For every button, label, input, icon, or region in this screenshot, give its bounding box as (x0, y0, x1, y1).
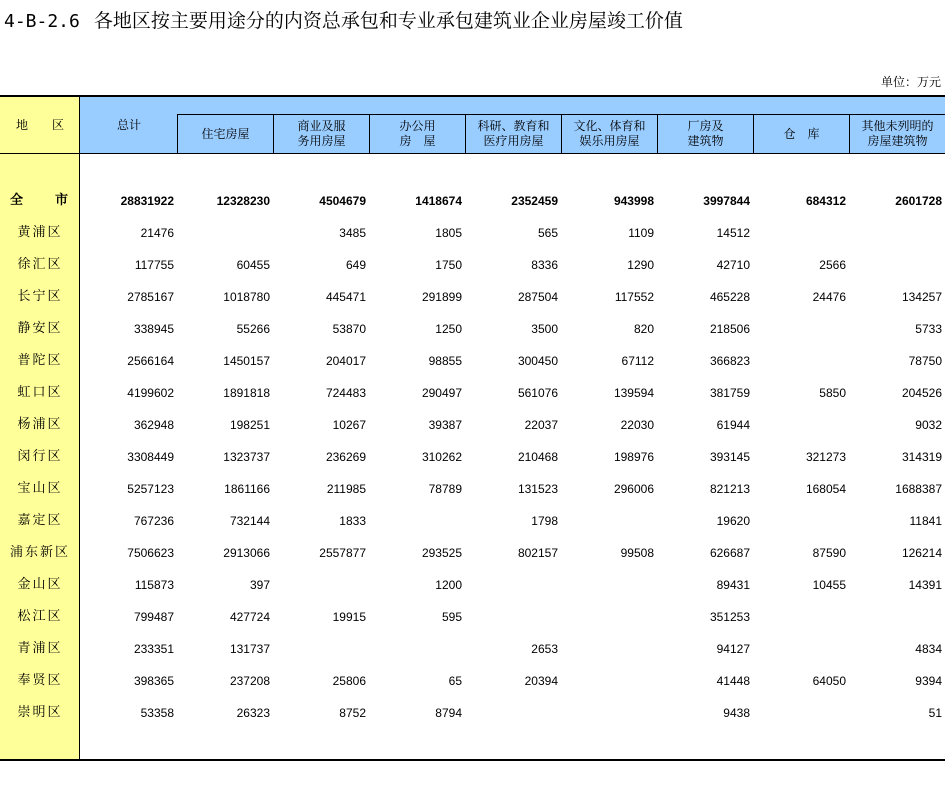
cell-other: 5733 (915, 322, 942, 336)
region-name: 黄浦区 (17, 225, 63, 240)
cell-total: 117755 (134, 258, 174, 272)
cell-office: 8794 (435, 706, 462, 720)
cell-commercial (276, 633, 366, 665)
header-residential: 住宅房屋 (177, 114, 273, 153)
region-name: 嘉定区 (17, 513, 63, 528)
cell-total: 767236 (133, 514, 174, 528)
table-row (0, 313, 945, 345)
cell-research-education-medical (468, 601, 558, 633)
cell-commercial: 236269 (325, 450, 366, 464)
cell-research-education-medical: 3500 (531, 322, 558, 336)
cell-residential: 732144 (229, 514, 270, 528)
table-row (0, 409, 945, 441)
table-row (0, 441, 945, 473)
table-code: 4-B-2.6 (4, 11, 80, 32)
cell-culture-sports-entertainment: 139594 (613, 386, 654, 400)
cell-commercial: 211985 (326, 482, 366, 496)
cell-warehouse (756, 505, 846, 537)
cell-office: 78789 (428, 482, 462, 496)
region-name: 宝山区 (17, 481, 63, 496)
cell-factory: 351253 (709, 610, 750, 624)
region-name: 浦东新区 (9, 545, 70, 560)
cell-culture-sports-entertainment: 1290 (627, 258, 654, 272)
cell-office (372, 505, 462, 537)
cell-other: 9032 (915, 418, 942, 432)
cell-research-education-medical: 210468 (517, 450, 558, 464)
cell-office: 1805 (435, 226, 462, 240)
cell-total: 7506623 (127, 546, 174, 560)
cell-factory: 94127 (716, 642, 750, 656)
cell-factory: 821213 (709, 482, 750, 496)
cell-residential: 427724 (229, 610, 270, 624)
cell-culture-sports-entertainment: 820 (633, 322, 654, 336)
cell-other: 2601728 (895, 194, 942, 208)
cell-factory: 465228 (709, 290, 750, 304)
cell-factory: 626687 (709, 546, 750, 560)
cell-warehouse (756, 313, 846, 345)
cell-residential: 198251 (229, 418, 270, 432)
region-name: 徐汇区 (17, 257, 63, 272)
cell-residential: 1018780 (223, 290, 270, 304)
header-other: 其他未列明的 房屋建筑物 (849, 114, 945, 153)
table-row (0, 473, 945, 505)
table-top-rule (0, 95, 945, 97)
cell-other: 14391 (908, 578, 942, 592)
cell-residential: 1891818 (223, 386, 270, 400)
cell-research-education-medical: 802157 (517, 546, 558, 560)
cell-research-education-medical: 1798 (531, 514, 558, 528)
cell-office: 1250 (435, 322, 462, 336)
region-name: 杨浦区 (17, 417, 63, 432)
table-row (0, 345, 945, 377)
cell-research-education-medical: 131523 (517, 482, 558, 496)
cell-total: 5257123 (127, 482, 174, 496)
cell-research-education-medical (468, 569, 558, 601)
cell-warehouse (756, 697, 846, 729)
region-name: 闵行区 (17, 449, 63, 464)
table-row (0, 505, 945, 537)
cell-other: 1688387 (895, 482, 942, 496)
cell-factory: 381759 (709, 386, 750, 400)
cell-factory: 14512 (716, 226, 750, 240)
cell-culture-sports-entertainment: 943998 (613, 194, 654, 208)
cell-total: 4199602 (127, 386, 174, 400)
cell-other (852, 249, 942, 281)
cell-other: 9394 (915, 674, 942, 688)
cell-office: 310262 (421, 450, 462, 464)
cell-warehouse (756, 409, 846, 441)
cell-office: 1200 (435, 578, 462, 592)
cell-research-education-medical: 565 (537, 226, 558, 240)
table-title-text: 各地区按主要用途分的内资总承包和专业承包建筑业企业房屋竣工价值 (93, 10, 683, 32)
cell-residential: 2913066 (223, 546, 270, 560)
cell-culture-sports-entertainment (564, 697, 654, 729)
table-row (0, 281, 945, 313)
cell-research-education-medical: 561076 (517, 386, 558, 400)
cell-other (852, 217, 942, 249)
header-total: 总计 (116, 118, 141, 132)
table-row (0, 377, 945, 409)
cell-warehouse: 87590 (812, 546, 846, 560)
cell-residential: 12328230 (216, 194, 270, 208)
cell-commercial (276, 569, 366, 601)
cell-culture-sports-entertainment: 117552 (614, 290, 654, 304)
cell-residential: 131737 (229, 642, 270, 656)
region-name: 崇明区 (17, 705, 63, 720)
cell-office: 290497 (421, 386, 462, 400)
region-name: 静安区 (17, 321, 63, 336)
cell-total: 799487 (133, 610, 174, 624)
cell-research-education-medical: 20394 (524, 674, 558, 688)
cell-other: 126214 (901, 546, 942, 560)
cell-factory: 89431 (716, 578, 750, 592)
cell-commercial: 25806 (332, 674, 366, 688)
cell-other: 4834 (915, 642, 942, 656)
cell-other: 11841 (909, 514, 942, 528)
unit-label: 单位：万元 (880, 75, 941, 89)
cell-factory: 41448 (716, 674, 750, 688)
table-row (0, 633, 945, 665)
cell-culture-sports-entertainment: 22030 (620, 418, 654, 432)
cell-residential: 60455 (236, 258, 270, 272)
page-title (4, 6, 683, 33)
header-warehouse: 仓 库 (753, 114, 849, 153)
cell-other: 134257 (901, 290, 942, 304)
cell-commercial: 8752 (339, 706, 366, 720)
cell-culture-sports-entertainment (564, 601, 654, 633)
cell-research-education-medical (468, 697, 558, 729)
cell-office: 293525 (421, 546, 462, 560)
table-row (0, 217, 945, 249)
table-header-rule (0, 153, 945, 154)
cell-total: 21476 (140, 226, 174, 240)
cell-warehouse: 10455 (812, 578, 846, 592)
cell-commercial: 204017 (325, 354, 366, 368)
cell-total: 53358 (140, 706, 174, 720)
cell-commercial: 4504679 (319, 194, 366, 208)
cell-office: 1418674 (415, 194, 462, 208)
cell-office: 98855 (428, 354, 462, 368)
cell-other: 78750 (908, 354, 942, 368)
header-office: 办公用 房 屋 (369, 114, 465, 153)
cell-culture-sports-entertainment (564, 633, 654, 665)
cell-factory: 42710 (716, 258, 750, 272)
cell-warehouse (756, 601, 846, 633)
cell-other: 204526 (901, 386, 942, 400)
table-row (0, 665, 945, 697)
cell-warehouse: 168054 (805, 482, 846, 496)
cell-warehouse (756, 345, 846, 377)
cell-office: 39387 (428, 418, 462, 432)
region-name: 全 市 (9, 193, 70, 208)
table-row (0, 601, 945, 633)
cell-office: 595 (441, 610, 462, 624)
cell-residential: 55266 (236, 322, 270, 336)
cell-other (852, 601, 942, 633)
cell-residential: 1861166 (224, 482, 270, 496)
region-name: 金山区 (17, 577, 63, 592)
cell-research-education-medical: 300450 (517, 354, 558, 368)
cell-culture-sports-entertainment: 198976 (613, 450, 654, 464)
header-region: 地 区 (15, 118, 64, 132)
cell-total: 233351 (133, 642, 174, 656)
cell-culture-sports-entertainment (564, 665, 654, 697)
region-name: 松江区 (17, 609, 63, 624)
region-name: 虹口区 (17, 385, 63, 400)
cell-office: 1750 (435, 258, 462, 272)
cell-warehouse (756, 217, 846, 249)
cell-research-education-medical: 2653 (531, 642, 558, 656)
cell-total: 3308449 (127, 450, 174, 464)
cell-office: 65 (448, 674, 462, 688)
cell-commercial: 53870 (332, 322, 366, 336)
cell-warehouse: 321273 (805, 450, 846, 464)
header-commercial: 商业及服 务用房屋 (273, 114, 369, 153)
cell-culture-sports-entertainment (564, 505, 654, 537)
table-bottom-rule (0, 759, 945, 761)
cell-total: 28831922 (120, 194, 174, 208)
total-row (0, 185, 945, 217)
header-culture-sports-entertainment: 文化、体育和 娱乐用房屋 (561, 114, 657, 153)
cell-commercial: 10267 (332, 418, 366, 432)
region-name: 青浦区 (17, 641, 63, 656)
cell-factory: 3997844 (703, 194, 750, 208)
cell-other: 314319 (901, 450, 942, 464)
table-row (0, 249, 945, 281)
region-name: 奉贤区 (17, 673, 63, 688)
cell-commercial: 2557877 (319, 546, 366, 560)
cell-commercial: 724483 (325, 386, 366, 400)
cell-total: 2785167 (127, 290, 174, 304)
cell-factory: 393145 (709, 450, 750, 464)
cell-residential: 26323 (236, 706, 270, 720)
header-factory: 厂房及 建筑物 (657, 114, 753, 153)
region-name: 长宁区 (17, 289, 63, 304)
cell-research-education-medical: 22037 (524, 418, 558, 432)
cell-warehouse: 684312 (805, 194, 846, 208)
cell-total: 2566164 (127, 354, 174, 368)
cell-residential (180, 217, 270, 249)
cell-culture-sports-entertainment: 1109 (628, 226, 654, 240)
cell-factory: 9438 (723, 706, 750, 720)
cell-factory: 218506 (709, 322, 750, 336)
cell-residential: 237208 (229, 674, 270, 688)
region-name: 普陀区 (17, 353, 63, 368)
cell-research-education-medical: 8336 (531, 258, 558, 272)
cell-culture-sports-entertainment: 99508 (620, 546, 654, 560)
cell-culture-sports-entertainment: 296006 (613, 482, 654, 496)
cell-total: 338945 (133, 322, 174, 336)
cell-warehouse (756, 633, 846, 665)
table-row (0, 697, 945, 729)
cell-warehouse: 64050 (812, 674, 846, 688)
cell-research-education-medical: 2352459 (511, 194, 558, 208)
header-research-education-medical: 科研、教育和 医疗用房屋 (465, 114, 561, 153)
cell-residential: 397 (249, 578, 270, 592)
cell-total: 115873 (134, 578, 174, 592)
cell-research-education-medical: 287504 (517, 290, 558, 304)
cell-factory: 61944 (716, 418, 750, 432)
cell-warehouse: 2566 (819, 258, 846, 272)
table-row (0, 569, 945, 601)
cell-total: 398365 (133, 674, 174, 688)
cell-office (372, 633, 462, 665)
cell-total: 362948 (133, 418, 174, 432)
cell-commercial: 1833 (339, 514, 366, 528)
cell-factory: 366823 (709, 354, 750, 368)
cell-factory: 19620 (716, 514, 750, 528)
cell-other: 51 (928, 706, 942, 720)
cell-commercial: 3485 (339, 226, 366, 240)
cell-commercial: 649 (345, 258, 366, 272)
cell-residential: 1323737 (223, 450, 270, 464)
cell-culture-sports-entertainment: 67112 (621, 354, 654, 368)
cell-commercial: 19915 (332, 610, 366, 624)
cell-culture-sports-entertainment (564, 569, 654, 601)
cell-warehouse: 24476 (812, 290, 846, 304)
cell-office: 291899 (421, 290, 462, 304)
cell-commercial: 445471 (325, 290, 366, 304)
cell-residential: 1450157 (223, 354, 270, 368)
table-row (0, 537, 945, 569)
cell-warehouse: 5850 (819, 386, 846, 400)
